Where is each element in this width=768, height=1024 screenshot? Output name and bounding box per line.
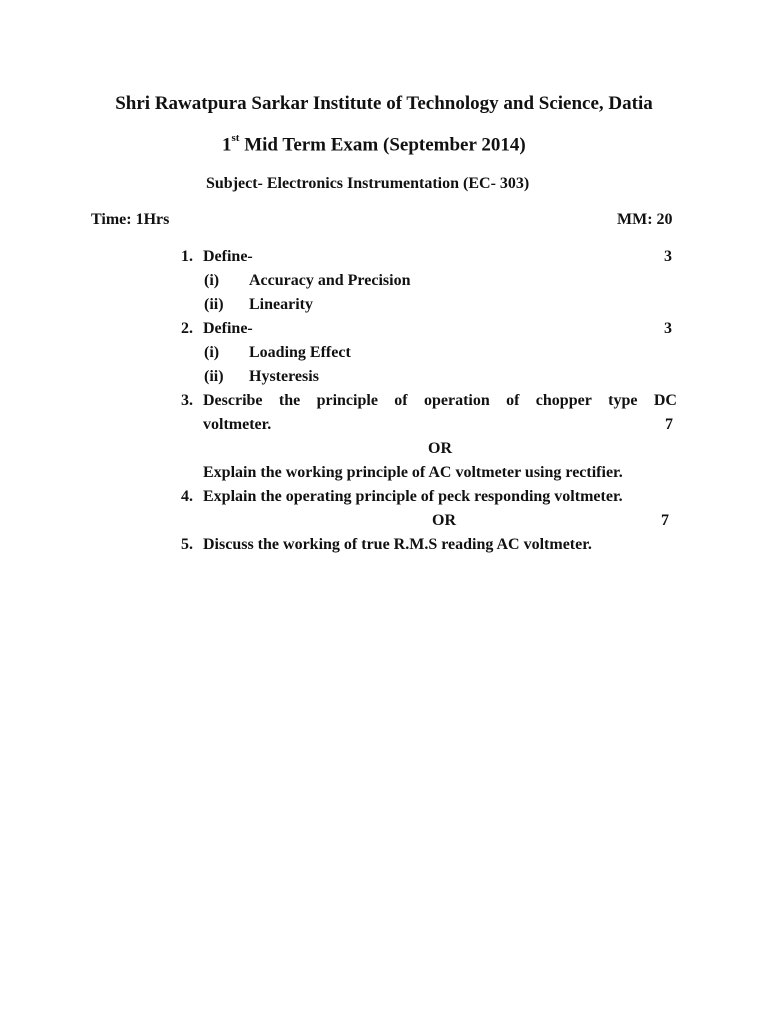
question-1-number: 1.: [181, 248, 193, 265]
question-3-word: the: [278, 392, 301, 409]
question-3-word: principle: [316, 392, 378, 409]
question-5-number: 5.: [181, 536, 193, 553]
question-3-word: operation: [423, 392, 490, 409]
question-4-marks: 7: [661, 512, 669, 529]
question-1-sub-2-roman: (ii): [204, 296, 224, 313]
question-3-number: 3.: [181, 392, 193, 409]
question-4-or: OR: [432, 512, 456, 529]
question-3-word: of: [394, 392, 408, 409]
question-3-word: of: [506, 392, 520, 409]
question-1-sub-2-text: Linearity: [249, 296, 313, 313]
exam-title: [222, 134, 526, 156]
question-2-sub-2-text: Hysteresis: [249, 368, 319, 385]
question-3-word: Describe: [203, 392, 263, 409]
question-3-text-line-2: voltmeter.: [203, 416, 272, 433]
question-2-sub-1-roman: (i): [204, 344, 220, 361]
question-4-text: Explain the operating principle of peck responding voltmeter.: [203, 488, 623, 505]
time-allowed: Time: 1Hrs: [91, 211, 170, 228]
question-3-word: DC: [653, 392, 677, 409]
question-5-text: Discuss the working of true R.M.S reading AC voltmeter.: [203, 536, 592, 553]
question-1-text: Define-: [203, 248, 253, 265]
question-3-alternative: Explain the working principle of AC voltmeter using rectifier.: [203, 464, 623, 481]
question-3-marks: 7: [665, 416, 673, 433]
question-2-sub-1-text: Loading Effect: [249, 344, 351, 361]
institute-title: Shri Rawatpura Sarkar Institute of Technology and Science, Datia: [115, 93, 653, 114]
question-3-or: OR: [428, 440, 452, 457]
question-4-number: 4.: [181, 488, 193, 505]
question-2-sub-2-roman: (ii): [204, 368, 224, 385]
question-1-marks: 3: [664, 248, 672, 265]
question-3-word: chopper: [535, 392, 592, 409]
question-3-text-line-1: [203, 392, 677, 410]
question-1-sub-1-roman: (i): [204, 272, 220, 289]
question-2-marks: 3: [664, 320, 672, 337]
question-3-word: type: [608, 392, 638, 409]
question-2-text: Define-: [203, 320, 253, 337]
max-marks: MM: 20: [617, 211, 673, 228]
subject-line: Subject- Electronics Instrumentation (EC- 303): [206, 175, 530, 192]
question-2-number: 2.: [181, 320, 193, 337]
question-1-sub-1-text: Accuracy and Precision: [249, 272, 411, 289]
exam-ordinal-suffix: st: [231, 132, 240, 144]
exam-number: 1: [222, 134, 232, 156]
exam-title-text: Mid Term Exam (September 2014): [239, 134, 526, 156]
